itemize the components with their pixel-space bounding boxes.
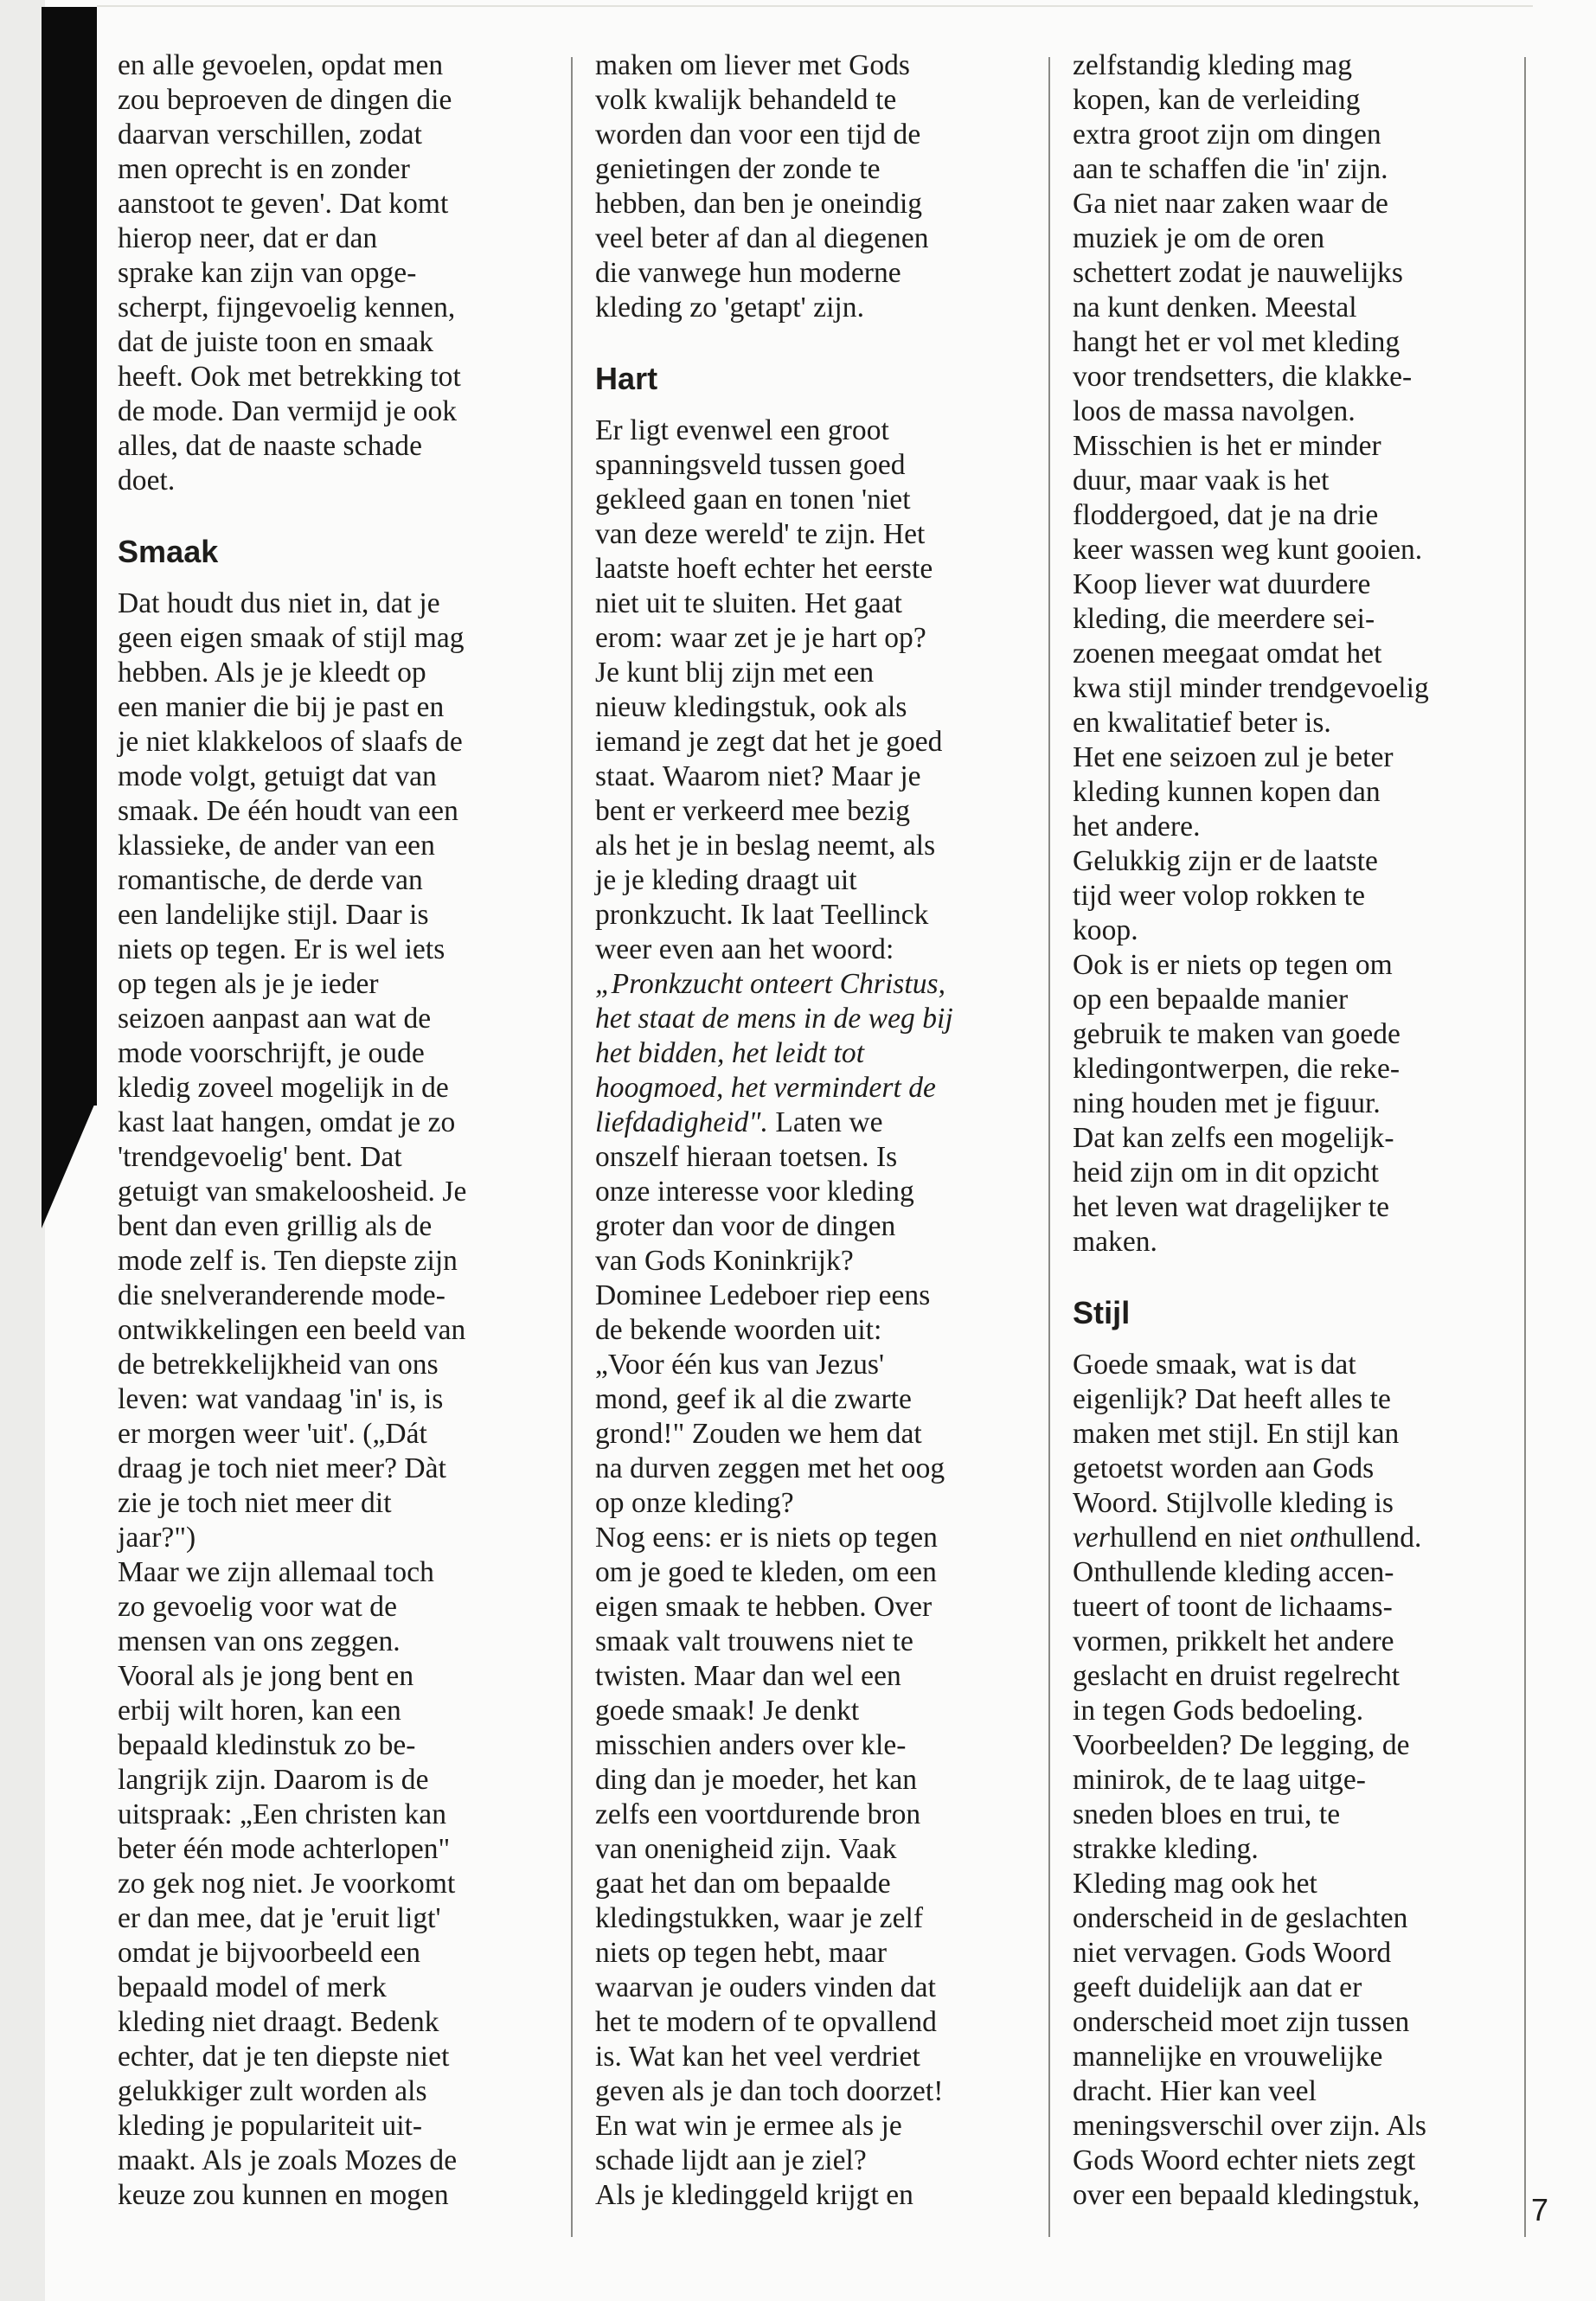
text-line: als het je in beslag neemt, als — [595, 830, 936, 862]
text-line: Gelukkig zijn er de laatste — [1073, 845, 1378, 877]
text-line: niet vervagen. Gods Woord — [1073, 1937, 1392, 1969]
text-line: staat. Waarom niet? Maar je — [595, 760, 921, 792]
column-divider — [571, 57, 573, 2237]
text-line: om je goed te kleden, om een — [595, 1556, 937, 1588]
text-line: in tegen Gods bedoeling. — [1073, 1695, 1364, 1727]
text-line: hebben, dan ben je oneindig — [595, 188, 923, 220]
text-line: je je kleding draagt uit — [595, 864, 857, 896]
text-line: Onthullende kleding accen- — [1073, 1556, 1394, 1588]
text-line: heid zijn om in dit opzicht — [1073, 1157, 1379, 1189]
text-line: „Voor één kus van Jezus' — [595, 1349, 885, 1381]
text-line: heeft. Ook met betrekking tot — [118, 361, 461, 393]
text-line: kledingontwerpen, die reke- — [1073, 1053, 1401, 1085]
text-line: bepaald kledinstuk zo be- — [118, 1729, 416, 1761]
text-column-2 — [595, 48, 1028, 2213]
text-line: een manier die bij je past en — [118, 691, 445, 723]
quote-line: het bidden, het leidt tot — [595, 1037, 865, 1069]
text-line: kleding, die meerdere sei- — [1073, 603, 1375, 635]
text-line: het leven wat dragelijker te — [1073, 1191, 1390, 1223]
text-line: geven als je dan toch doorzet! — [595, 2075, 944, 2107]
text-line: erom: waar zet je je hart op? — [595, 622, 926, 654]
text-line: kledig zoveel mogelijk in de — [118, 1072, 449, 1104]
text-line: erbij wilt horen, kan een — [118, 1695, 401, 1727]
text-line: het andere. — [1073, 811, 1201, 843]
text-line: Je kunt blij zijn met een — [595, 657, 875, 689]
text-line: na durven zeggen met het oog — [595, 1452, 945, 1484]
text-line: Ook is er niets op tegen om — [1073, 949, 1393, 981]
text-line: goede smaak! Je denkt — [595, 1695, 860, 1727]
text-line: ding dan je moeder, het kan — [595, 1764, 918, 1796]
text-line: gekleed gaan en tonen 'niet — [595, 484, 911, 516]
text-line: floddergoed, dat je na drie — [1073, 499, 1379, 531]
text-line: hangt het er vol met kleding — [1073, 326, 1401, 358]
text-line: kledingstukken, waar je zelf — [595, 1902, 924, 1934]
text-line: keer wassen weg kunt gooien. — [1073, 534, 1423, 566]
text-line: na kunt denken. Meestal — [1073, 292, 1357, 324]
text-line: aan te schaffen die 'in' zijn. — [1073, 153, 1388, 185]
text-line: beter één mode achterlopen" — [118, 1833, 451, 1865]
text-line: kleding zo 'getapt' zijn. — [595, 292, 865, 324]
text-line: gebruik te maken van goede — [1073, 1018, 1401, 1050]
text-line: onze interesse voor kleding — [595, 1176, 914, 1208]
text-line: ontwikkelingen een beeld van — [118, 1314, 466, 1346]
text-line: laatste hoeft echter het eerste — [595, 553, 933, 585]
text-line: duur, maar vaak is het — [1073, 465, 1330, 497]
emphasis-fragment: ver — [1073, 1522, 1110, 1554]
text-line: koop. — [1073, 914, 1138, 946]
text-line: sprake kan zijn van opge- — [118, 257, 417, 289]
quote-line: het staat de mens in de weg bij — [595, 1003, 953, 1035]
text-line: bent dan even grillig als de — [118, 1210, 433, 1242]
text-column-3 — [1073, 48, 1505, 2213]
text-line: zelfs een voortdurende bron — [595, 1798, 921, 1830]
text-line: zie je toch niet meer dit — [118, 1487, 392, 1519]
text-line: en alle gevoelen, opdat men — [118, 49, 444, 81]
text-line: Er ligt evenwel een groot — [595, 414, 889, 446]
text-line: maakt. Als je zoals Mozes de — [118, 2144, 458, 2176]
text-line: kwa stijl minder trendgevoelig — [1073, 672, 1429, 704]
text-line: iemand je zegt dat het je goed — [595, 726, 943, 758]
text-line: kleding je populariteit uit- — [118, 2110, 423, 2142]
text-line: mond, geef ik al die zwarte — [595, 1383, 912, 1415]
text-line: getoetst worden aan Gods — [1073, 1452, 1375, 1484]
text-line: eigen smaak te hebben. Over — [595, 1591, 933, 1623]
text-line: Als je kledinggeld krijgt en — [595, 2179, 913, 2211]
text-line: onderscheid moet zijn tussen — [1073, 2006, 1410, 2038]
text-line: Goede smaak, wat is dat — [1073, 1349, 1356, 1381]
text-line: eigenlijk? Dat heeft alles te — [1073, 1383, 1391, 1415]
text-line: scherpt, fijngevoelig kennen, — [118, 292, 456, 324]
text-line: twisten. Maar dan wel een — [595, 1660, 901, 1692]
black-edge-taper — [42, 1099, 97, 1228]
text-line: tijd weer volop rokken te — [1073, 880, 1366, 912]
text-line: langrijk zijn. Daarom is de — [118, 1764, 429, 1796]
text-line: niets op tegen hebt, maar — [595, 1937, 888, 1969]
text-fragment: Laten we — [767, 1106, 883, 1138]
text-line: niets op tegen. Er is wel iets — [118, 933, 445, 965]
text-line: bepaald model of merk — [118, 1971, 387, 2003]
text-line: men oprecht is en zonder — [118, 153, 410, 185]
text-line: Gods Woord echter niets zegt — [1073, 2144, 1416, 2176]
page-binding-edge — [0, 0, 45, 2301]
text-line: seizoen aanpast aan wat de — [118, 1003, 432, 1035]
text-line: tueert of toont de lichaams- — [1073, 1591, 1393, 1623]
text-line: grond!" Zouden we hem dat — [595, 1418, 922, 1450]
text-line: voor trendsetters, die klakke- — [1073, 361, 1413, 393]
page-number: 7 — [1531, 2192, 1549, 2227]
emphasis-fragment: ont — [1290, 1522, 1328, 1554]
text-line: mode volgt, getuigt dat van — [118, 760, 437, 792]
text-line: de bekende woorden uit: — [595, 1314, 882, 1346]
text-line: muziek je om de oren — [1073, 222, 1325, 254]
text-line: smaak. De één houdt van een — [118, 795, 458, 827]
text-line: je niet klakkeloos of slaafs de — [118, 726, 463, 758]
text-line: Dat houdt dus niet in, dat je — [118, 587, 440, 619]
text-line: er dan mee, dat je 'eruit ligt' — [118, 1902, 441, 1934]
text-column-1 — [118, 48, 550, 2213]
text-line: schettert zodat je nauwelijks — [1073, 257, 1403, 289]
text-line: zo gek nog niet. Je voorkomt — [118, 1868, 456, 1900]
text-line: genietingen der zonde te — [595, 153, 881, 185]
text-line: Misschien is het er minder — [1073, 430, 1381, 462]
text-line: zo gevoelig voor wat de — [118, 1591, 398, 1623]
text-line: bent er verkeerd mee bezig — [595, 795, 911, 827]
text-line: misschien anders over kle- — [595, 1729, 907, 1761]
text-line: minirok, de te laag uitge- — [1073, 1764, 1366, 1796]
text-line: zelfstandig kleding mag — [1073, 49, 1353, 81]
text-line: kleding niet draagt. Bedenk — [118, 2006, 439, 2038]
text-line: Kleding mag ook het — [1073, 1868, 1317, 1900]
text-line: alles, dat de naaste schade — [118, 430, 423, 462]
text-line: Koop liever wat duurdere — [1073, 568, 1371, 600]
text-line: Nog eens: er is niets op tegen — [595, 1522, 938, 1554]
text-line: hierop neer, dat er dan — [118, 222, 378, 254]
text-line: volk kwalijk behandeld te — [595, 84, 897, 116]
text-line: pronkzucht. Ik laat Teellinck — [595, 899, 929, 931]
black-edge-bar — [42, 7, 97, 1106]
text-line: romantische, de derde van — [118, 864, 423, 896]
text-line: waarvan je ouders vinden dat — [595, 1971, 936, 2003]
top-edge-line — [97, 5, 1533, 7]
quote-line: hoogmoed, het vermindert de — [595, 1072, 936, 1104]
text-line: maken. — [1073, 1226, 1157, 1258]
text-line: vormen, prikkelt het andere — [1073, 1625, 1394, 1657]
text-line: geslacht en druist regelrecht — [1073, 1660, 1401, 1692]
text-line: kopen, kan de verleiding — [1073, 84, 1361, 116]
text-line: onszelf hieraan toetsen. Is — [595, 1141, 898, 1173]
text-line: en kwalitatief beter is. — [1073, 707, 1331, 739]
text-line: veel beter af dan al diegenen — [595, 222, 929, 254]
section-heading: Hart — [595, 361, 658, 396]
text-line: gelukkiger zult worden als — [118, 2075, 427, 2107]
text-line: leven: wat vandaag 'in' is, is — [118, 1383, 444, 1415]
text-line: onderscheid in de geslachten — [1073, 1902, 1408, 1934]
section-heading: Stijl — [1073, 1295, 1131, 1330]
text-line: Vooral als je jong bent en — [118, 1660, 414, 1692]
text-line: geen eigen smaak of stijl mag — [118, 622, 465, 654]
text-line: Het ene seizoen zul je beter — [1073, 741, 1394, 773]
text-line: En wat win je ermee als je — [595, 2110, 902, 2142]
text-line: extra groot zijn om dingen — [1073, 119, 1381, 151]
text-line: dracht. Hier kan veel — [1073, 2075, 1317, 2107]
text-line: zoenen meegaat omdat het — [1073, 638, 1382, 670]
text-fragment: hullend en niet — [1109, 1522, 1291, 1554]
section-heading: Smaak — [118, 534, 219, 569]
text-line: uitspraak: „Een christen kan — [118, 1798, 446, 1830]
text-line: op onze kleding? — [595, 1487, 794, 1519]
text-line: getuigt van smakeloosheid. Je — [118, 1176, 467, 1208]
text-line: de betrekkelijkheid van ons — [118, 1349, 439, 1381]
text-line: Woord. Stijlvolle kleding is — [1073, 1487, 1394, 1519]
quote-line: „Pronkzucht onteert Christus, — [595, 968, 946, 1000]
text-line: keuze zou kunnen en mogen — [118, 2179, 449, 2211]
text-line: mode voorschrijft, je oude — [118, 1037, 425, 1069]
text-line: zou beproeven de dingen die — [118, 84, 452, 116]
text-line: het te modern of te opvallend — [595, 2006, 937, 2038]
text-line: echter, dat je ten diepste niet — [118, 2041, 450, 2073]
text-line: een landelijke stijl. Daar is — [118, 899, 429, 931]
text-line: groter dan voor de dingen — [595, 1210, 896, 1242]
text-line: 'trendgevoelig' bent. Dat — [118, 1141, 402, 1173]
text-line: meningsverschil over zijn. Als — [1073, 2110, 1427, 2142]
text-line — [595, 1106, 1028, 1140]
column-divider — [1524, 57, 1526, 2237]
text-line: hebben. Als je je kleedt op — [118, 657, 426, 689]
text-line: mode zelf is. Ten diepste zijn — [118, 1245, 458, 1277]
text-line: loos de massa navolgen. — [1073, 395, 1356, 427]
text-line: maken met stijl. En stijl kan — [1073, 1418, 1400, 1450]
text-line: van onenigheid zijn. Vaak — [595, 1833, 897, 1865]
text-line: dat de juiste toon en smaak — [118, 326, 434, 358]
text-line: nieuw kledingstuk, ook als — [595, 691, 907, 723]
text-line: niet uit te sluiten. Het gaat — [595, 587, 902, 619]
text-line: Maar we zijn allemaal toch — [118, 1556, 434, 1588]
text-line: de mode. Dan vermijd je ook — [118, 395, 458, 427]
text-line: smaak valt trouwens niet te — [595, 1625, 913, 1657]
text-line: Dominee Ledeboer riep eens — [595, 1279, 931, 1311]
text-line: strakke kleding. — [1073, 1833, 1259, 1865]
text-fragment: hullend. — [1327, 1522, 1422, 1554]
text-line: jaar?") — [118, 1522, 196, 1554]
text-line: mensen van ons zeggen. — [118, 1625, 401, 1657]
text-line: gaat het dan om bepaalde — [595, 1868, 891, 1900]
text-line: over een bepaald kledingstuk, — [1073, 2179, 1420, 2211]
column-divider — [1048, 57, 1050, 2237]
text-line: daarvan verschillen, zodat — [118, 119, 422, 151]
text-line: draag je toch niet meer? Dàt — [118, 1452, 446, 1484]
text-line: mannelijke en vrouwelijke — [1073, 2041, 1383, 2073]
text-line: Voorbeelden? De legging, de — [1073, 1729, 1410, 1761]
text-line: spanningsveld tussen goed — [595, 449, 906, 481]
text-line: geeft duidelijk aan dat er — [1073, 1971, 1362, 2003]
text-line: kast laat hangen, omdat je zo — [118, 1106, 456, 1138]
text-line: er morgen weer 'uit'. („Dát — [118, 1418, 427, 1450]
text-line: van Gods Koninkrijk? — [595, 1245, 854, 1277]
text-line: aanstoot te geven'. Dat komt — [118, 188, 449, 220]
text-line: klassieke, de ander van een — [118, 830, 435, 862]
text-line: schade lijdt aan je ziel? — [595, 2144, 867, 2176]
quote-fragment: liefdadigheid". — [595, 1106, 768, 1138]
text-line: weer even aan het woord: — [595, 933, 894, 965]
text-line: doet. — [118, 465, 176, 497]
text-line: die vanwege hun moderne — [595, 257, 901, 289]
text-line: sneden bloes en trui, te — [1073, 1798, 1341, 1830]
text-line: Dat kan zelfs een mogelijk- — [1073, 1122, 1394, 1154]
text-line: op tegen als je je ieder — [118, 968, 379, 1000]
text-line: omdat je bijvoorbeeld een — [118, 1937, 421, 1969]
text-line: kleding kunnen kopen dan — [1073, 776, 1381, 808]
text-line: Ga niet naar zaken waar de — [1073, 188, 1388, 220]
text-line: ning houden met je figuur. — [1073, 1087, 1381, 1119]
text-line: worden dan voor een tijd de — [595, 119, 921, 151]
text-line: die snelveranderende mode- — [118, 1279, 445, 1311]
text-line: is. Wat kan het veel verdriet — [595, 2041, 920, 2073]
text-line: maken om liever met Gods — [595, 49, 911, 81]
text-line: op een bepaalde manier — [1073, 984, 1349, 1016]
text-line: van deze wereld' te zijn. Het — [595, 518, 926, 550]
text-line — [1073, 1521, 1505, 1555]
